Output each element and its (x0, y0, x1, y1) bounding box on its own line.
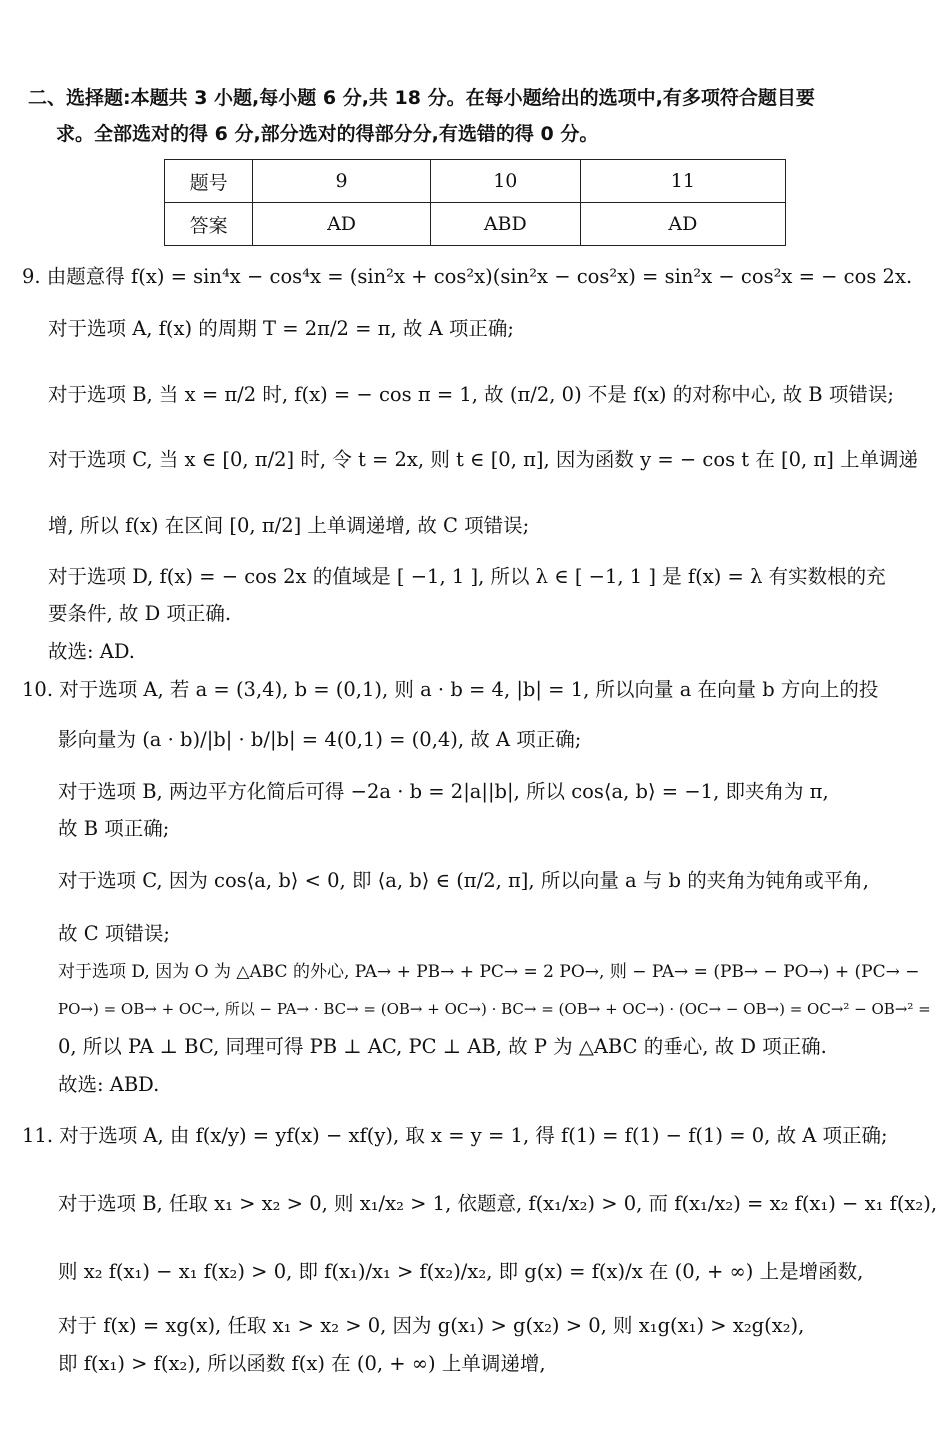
q11-line: 对于选项 B, 任取 x₁ > x₂ > 0, 则 x₁/x₂ > 1, 依题意, f(x₁/x₂) > 0, 而 f(x₁/x₂) = x₂ f(x₁) − x₁ f(x₂), (58, 1192, 938, 1215)
q10-line: 故 B 项正确; (58, 817, 170, 840)
q10-line: 影向量为 (a · b)/|b| · b/|b| = 4(0,1) = (0,4), 故 A 项正确; (58, 728, 582, 751)
table-cell: 10 (430, 160, 580, 203)
q10-line: 故 C 项错误; (58, 922, 170, 945)
q10-line: PO→) = OB→ + OC→, 所以 − PA→ · BC→ = (OB→ + OC→) · BC→ = (OB→ + OC→) · (OC→ − OB→) = OC→² − OB→² = (58, 1000, 931, 1018)
table-cell: 11 (580, 160, 785, 203)
table-cell: 答案 (165, 203, 253, 246)
q10-line: 10. 对于选项 A, 若 a = (3,4), b = (0,1), 则 a · b = 4, |b| = 1, 所以向量 a 在向量 b 方向上的投 (22, 678, 879, 701)
q10-line: 0, 所以 PA ⊥ BC, 同理可得 PB ⊥ AC, PC ⊥ AB, 故 P 为 △ABC 的垂心, 故 D 项正确. (58, 1035, 827, 1058)
q10-line: 对于选项 D, 因为 O 为 △ABC 的外心, PA→ + PB→ + PC→ = 2 PO→, 则 − PA→ = (PB→ − PO→) + (PC→ − (58, 962, 920, 982)
q10-line: 对于选项 C, 因为 cos⟨a, b⟩ < 0, 即 ⟨a, b⟩ ∈ (π/2, π], 所以向量 a 与 b 的夹角为钝角或平角, (58, 869, 869, 892)
answer-table (164, 159, 786, 246)
q11-line: 11. 对于选项 A, 由 f(x/y) = yf(x) − xf(y), 取 x = y = 1, 得 f(1) = f(1) − f(1) = 0, 故 A 项正确; (22, 1124, 888, 1147)
q9-line: 对于选项 B, 当 x = π/2 时, f(x) = − cos π = 1, 故 (π/2, 0) 不是 f(x) 的对称中心, 故 B 项错误; (48, 383, 894, 406)
q9-line: 要条件, 故 D 项正确. (48, 602, 232, 625)
q10-line: 对于选项 B, 两边平方化简后可得 −2a · b = 2|a||b|, 所以 cos⟨a, b⟩ = −1, 即夹角为 π, (58, 780, 829, 803)
q9-line: 故选: AD. (48, 640, 135, 663)
q9-line: 对于选项 A, f(x) 的周期 T = 2π/2 = π, 故 A 项正确; (48, 317, 514, 340)
table-cell: 9 (253, 160, 431, 203)
answer-table-answer-row (165, 203, 786, 246)
table-cell: AD (253, 203, 431, 246)
q10-line: 故选: ABD. (58, 1073, 160, 1096)
q11-line: 对于 f(x) = xg(x), 任取 x₁ > x₂ > 0, 因为 g(x₁) > g(x₂) > 0, 则 x₁g(x₁) > x₂g(x₂), (58, 1314, 805, 1337)
q9-line: 9. 由题意得 f(x) = sin⁴x − cos⁴x = (sin²x + cos²x)(sin²x − cos²x) = sin²x − cos²x = − cos 2x. (22, 265, 913, 288)
section-heading-line1: 二、选择题:本题共 3 小题,每小题 6 分,共 18 分。在每小题给出的选项中,有多项符合题目要 (28, 87, 815, 109)
q9-line: 对于选项 C, 当 x ∈ [0, π/2] 时, 令 t = 2x, 则 t ∈ [0, π], 因为函数 y = − cos t 在 [0, π] 上单调递 (48, 448, 919, 471)
table-cell: 题号 (165, 160, 253, 203)
answer-table-header-row (165, 160, 786, 203)
table-cell: AD (580, 203, 785, 246)
q11-line: 即 f(x₁) > f(x₂), 所以函数 f(x) 在 (0, + ∞) 上单调递增, (58, 1352, 546, 1375)
table-cell: ABD (430, 203, 580, 246)
q11-line: 则 x₂ f(x₁) − x₁ f(x₂) > 0, 即 f(x₁)/x₁ > f(x₂)/x₂, 即 g(x) = f(x)/x 在 (0, + ∞) 上是增函数, (58, 1260, 864, 1283)
section-heading-line2: 求。全部选对的得 6 分,部分选对的得部分分,有选错的得 0 分。 (56, 123, 599, 145)
q9-line: 对于选项 D, f(x) = − cos 2x 的值域是 [ −1, 1 ], 所以 λ ∈ [ −1, 1 ] 是 f(x) = λ 有实数根的充 (48, 565, 886, 588)
q9-line: 增, 所以 f(x) 在区间 [0, π/2] 上单调递增, 故 C 项错误; (48, 514, 530, 537)
